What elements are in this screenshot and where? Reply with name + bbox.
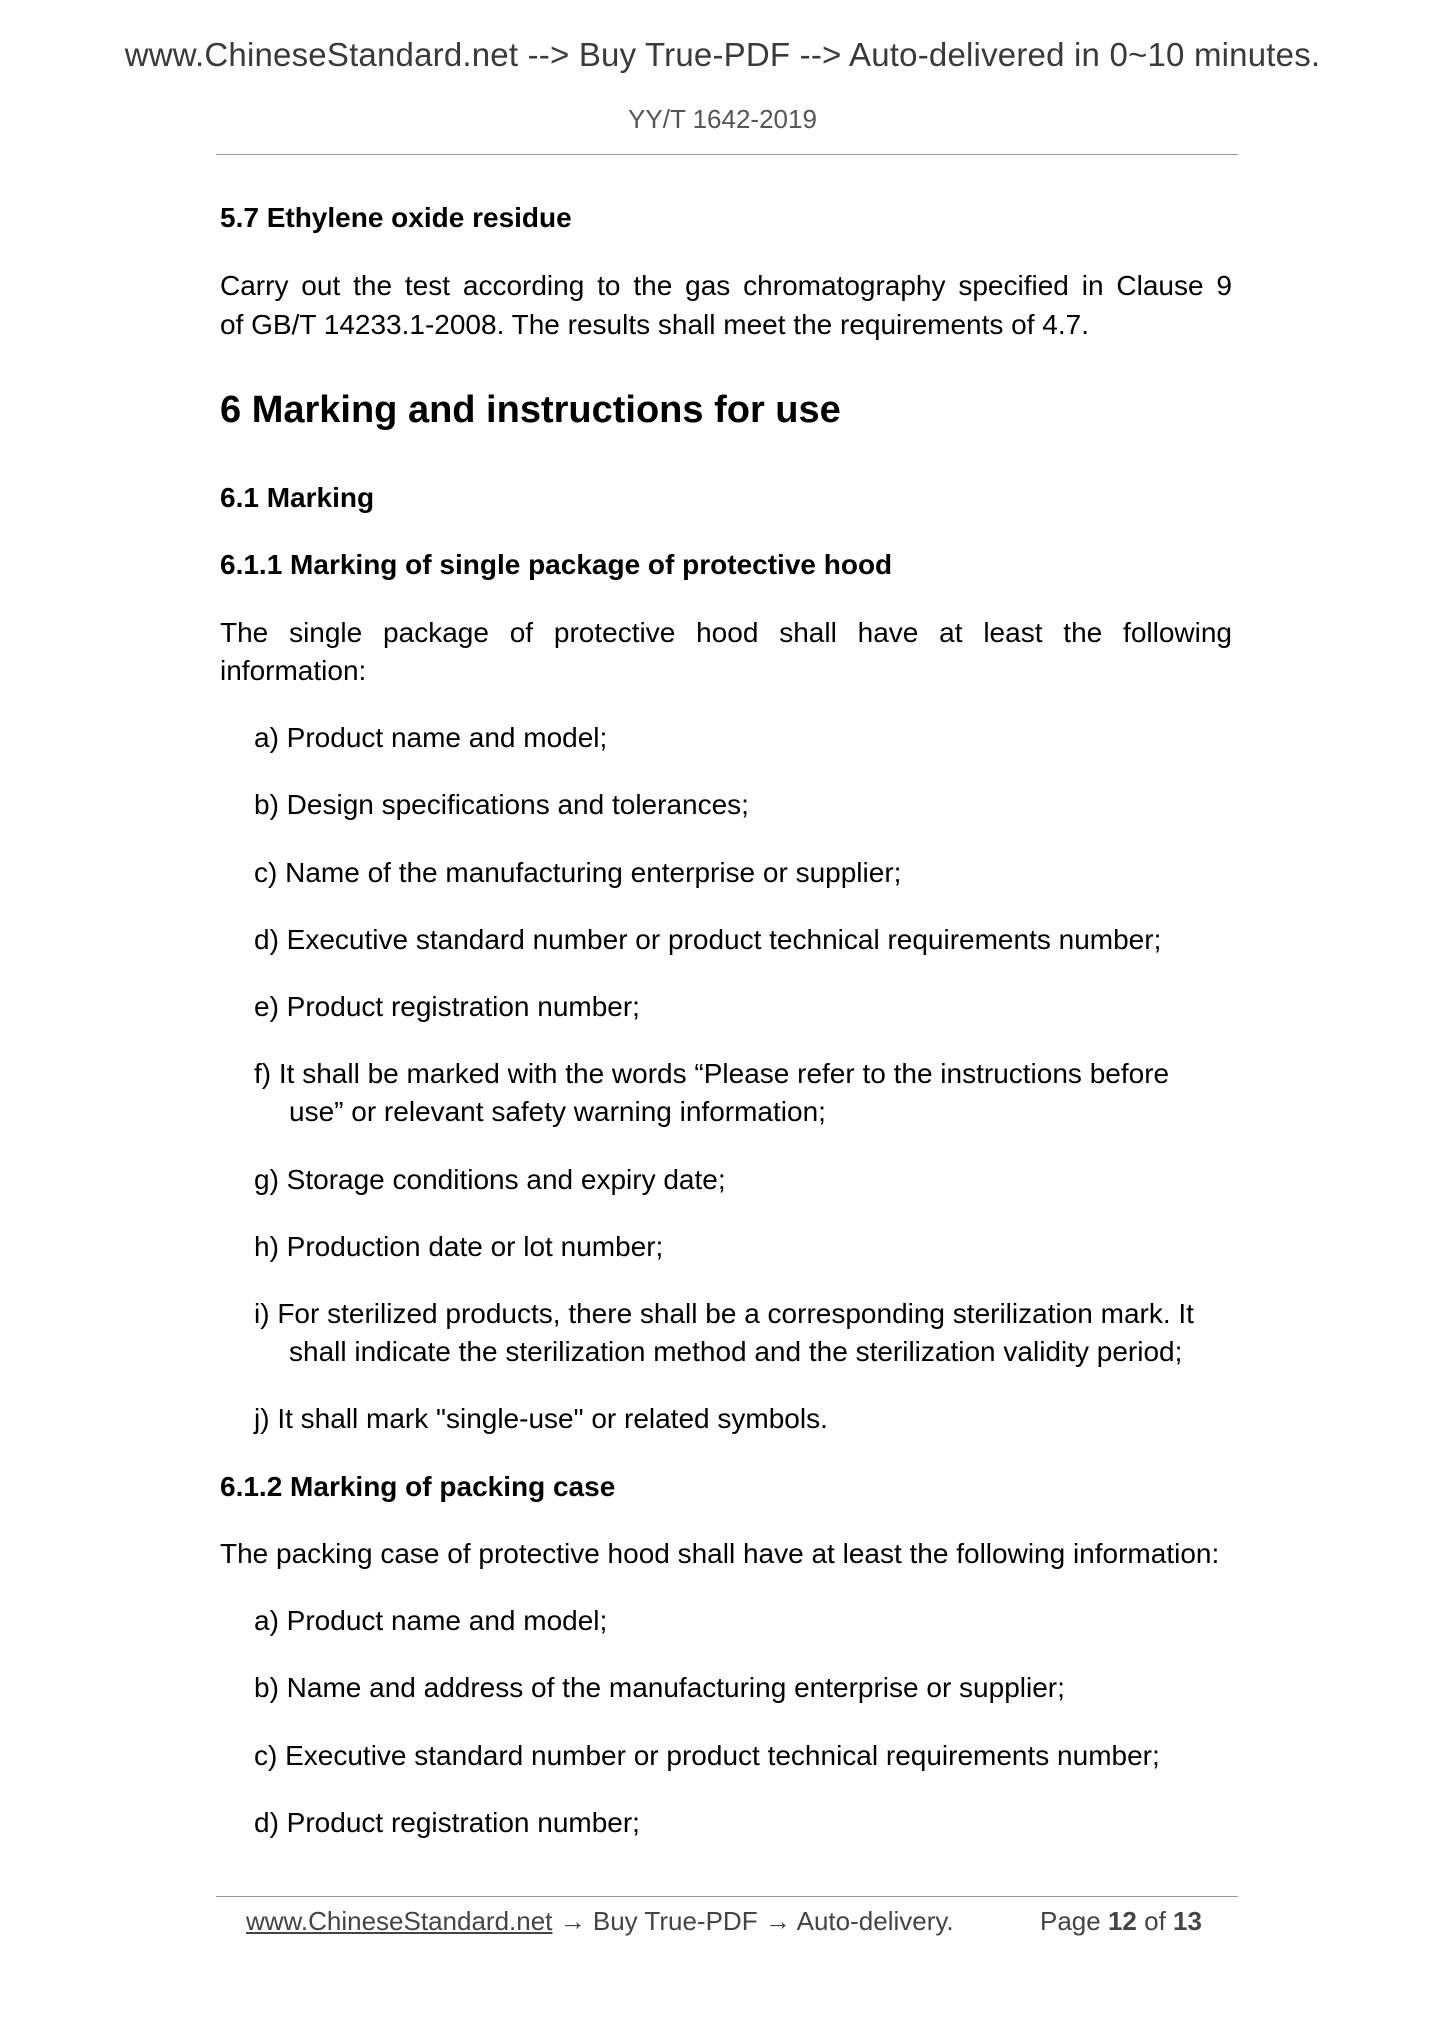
list-item: d) Executive standard number or product technical requirements number; [254, 924, 1162, 955]
section-6-1-1-intro-line-2: information: [220, 655, 367, 686]
section-6-1-1-intro-line-1: The single package of protective hood shall have at least the following [220, 617, 1232, 648]
page-number [1040, 1906, 1202, 1937]
section-5-7-heading: 5.7 Ethylene oxide residue [220, 202, 572, 233]
section-6-1-heading: 6.1 Marking [220, 482, 375, 513]
list-item: a) Product name and model; [254, 1605, 608, 1636]
page-total: 13 [1173, 1906, 1202, 1936]
top-banner[interactable]: www.ChineseStandard.net --> Buy True-PDF --> Auto-delivered in 0~10 minutes. [124, 36, 1321, 73]
list-item: i) For sterilized products, there shall be a corresponding sterilization mark. It [254, 1298, 1194, 1329]
of-label: of [1144, 1906, 1166, 1936]
list-item: j) It shall mark "single-use" or related symbols. [254, 1403, 828, 1434]
footer-divider [216, 1896, 1238, 1897]
list-item: a) Product name and model; [254, 722, 608, 753]
section-6-1-2-heading: 6.1.2 Marking of packing case [220, 1471, 616, 1502]
section-6-1-1-heading: 6.1.1 Marking of single package of protective hood [220, 549, 893, 580]
list-item: c) Name of the manufacturing enterprise or supplier; [254, 857, 902, 888]
list-item: h) Production date or lot number; [254, 1231, 664, 1262]
footer-promo [246, 1906, 954, 1937]
arrow-right-icon: → [559, 1906, 586, 1936]
standard-code: YY/T 1642-2019 [628, 104, 817, 134]
section-5-7-text-line-1: Carry out the test according to the gas chromatography specified in Clause 9 [220, 270, 1232, 301]
list-item: b) Name and address of the manufacturing enterprise or supplier; [254, 1672, 1065, 1703]
list-item: f) It shall be marked with the words “Please refer to the instructions before [254, 1058, 1170, 1089]
list-item: e) Product registration number; [254, 991, 640, 1022]
header-divider [216, 154, 1238, 155]
list-item-continuation: shall indicate the sterilization method and the sterilization validity period; [289, 1336, 1183, 1367]
section-6-heading: 6 Marking and instructions for use [220, 389, 841, 431]
section-5-7-text-line-2: of GB/T 14233.1-2008. The results shall meet the requirements of 4.7. [220, 309, 1090, 340]
list-item-continuation: use” or relevant safety warning information; [289, 1096, 826, 1127]
list-item: c) Executive standard number or product technical requirements number; [254, 1740, 1160, 1771]
footer-buy-text: Buy True-PDF [592, 1906, 758, 1936]
list-item: d) Product registration number; [254, 1807, 640, 1838]
page-current: 12 [1107, 1906, 1137, 1936]
list-item: g) Storage conditions and expiry date; [254, 1164, 726, 1195]
page-label: Page [1040, 1906, 1101, 1936]
footer-link[interactable]: www.ChineseStandard.net [246, 1906, 553, 1936]
section-6-1-2-intro: The packing case of protective hood shall have at least the following information: [220, 1538, 1220, 1569]
footer-delivery-text: Auto-delivery. [796, 1906, 954, 1936]
arrow-right-icon: → [764, 1906, 791, 1936]
list-item: b) Design specifications and tolerances; [254, 789, 749, 820]
